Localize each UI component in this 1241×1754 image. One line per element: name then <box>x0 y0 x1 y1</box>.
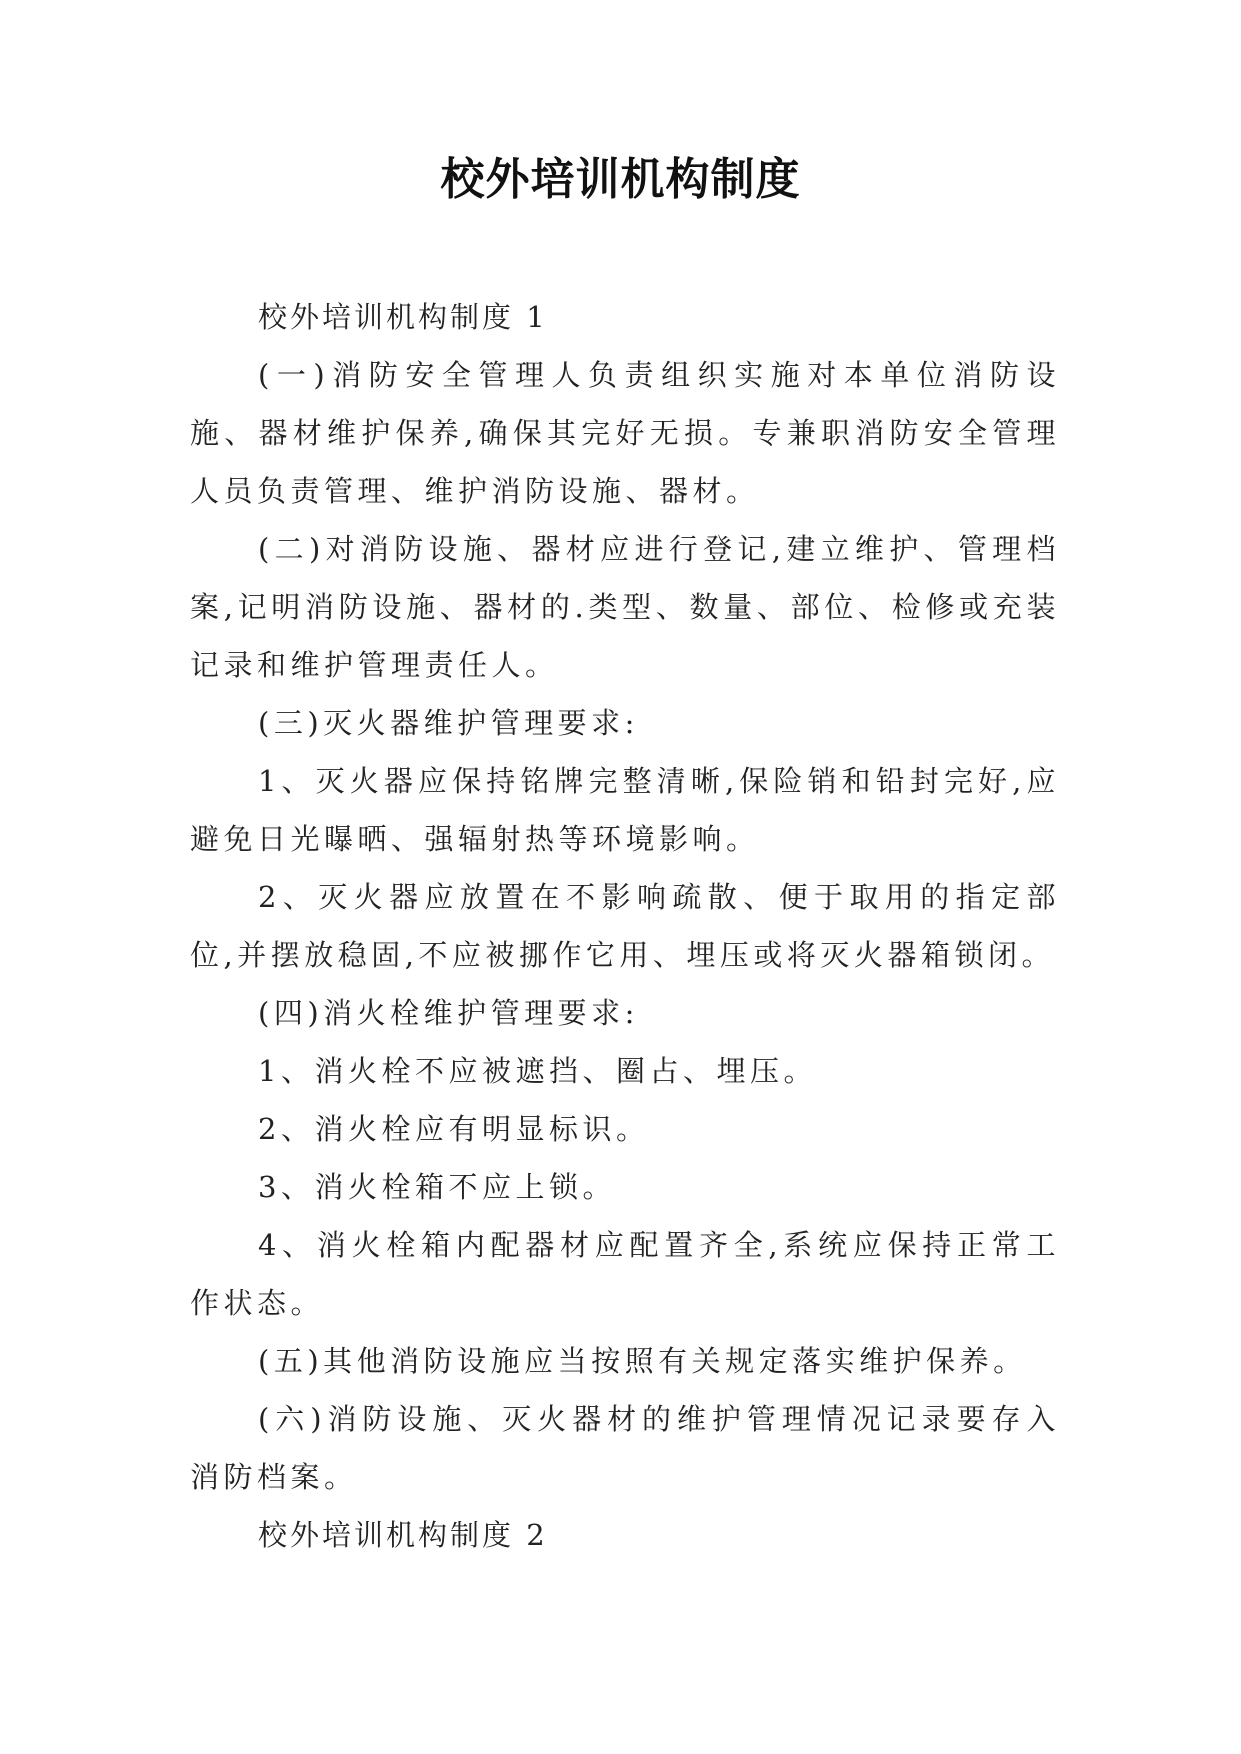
paragraph-item-2: (二)对消防设施、器材应进行登记,建立维护、管理档案,记明消防设施、器材的.类型、数量、部位、检修或充装记录和维护管理责任人。 <box>190 532 1060 682</box>
paragraph-subitem-4-3: 3、消火栓箱不应上锁。 <box>258 1170 616 1204</box>
paragraph-subitem-3-2: 2、灭火器应放置在不影响疏散、便于取用的指定部位,并摆放稳固,不应被挪作它用、埋压或将灭火器箱锁闭。 <box>190 880 1060 972</box>
paragraph-item-6: (六)消防设施、灭火器材的维护管理情况记录要存入消防档案。 <box>190 1402 1060 1494</box>
paragraph-subitem-4-2: 2、消火栓应有明显标识。 <box>258 1112 650 1146</box>
paragraph-item-3: (三)灭火器维护管理要求: <box>258 706 639 740</box>
paragraph-subitem-4-1: 1、消火栓不应被遮挡、圈占、埋压。 <box>258 1054 817 1088</box>
paragraph-subitem-4-4: 4、消火栓箱内配器材应配置齐全,系统应保持正常工作状态。 <box>190 1228 1060 1320</box>
paragraph-item-4: (四)消火栓维护管理要求: <box>258 996 639 1030</box>
paragraph-item-1: (一)消防安全管理人负责组织实施对本单位消防设施、器材维护保养,确保其完好无损。专兼职消防安全管理人员负责管理、维护消防设施、器材。 <box>190 358 1060 508</box>
paragraph-item-5: (五)其他消防设施应当按照有关规定落实维护保养。 <box>258 1344 1027 1378</box>
paragraph-subitem-3-1: 1、灭火器应保持铭牌完整清晰,保险销和铅封完好,应避免日光曝晒、强辐射热等环境影响。 <box>190 764 1060 856</box>
section-heading-1: 校外培训机构制度 1 <box>258 300 548 334</box>
document-title: 校外培训机构制度 <box>440 154 801 205</box>
document-body <box>190 288 1060 1564</box>
section-heading-2: 校外培训机构制度 2 <box>258 1518 548 1552</box>
